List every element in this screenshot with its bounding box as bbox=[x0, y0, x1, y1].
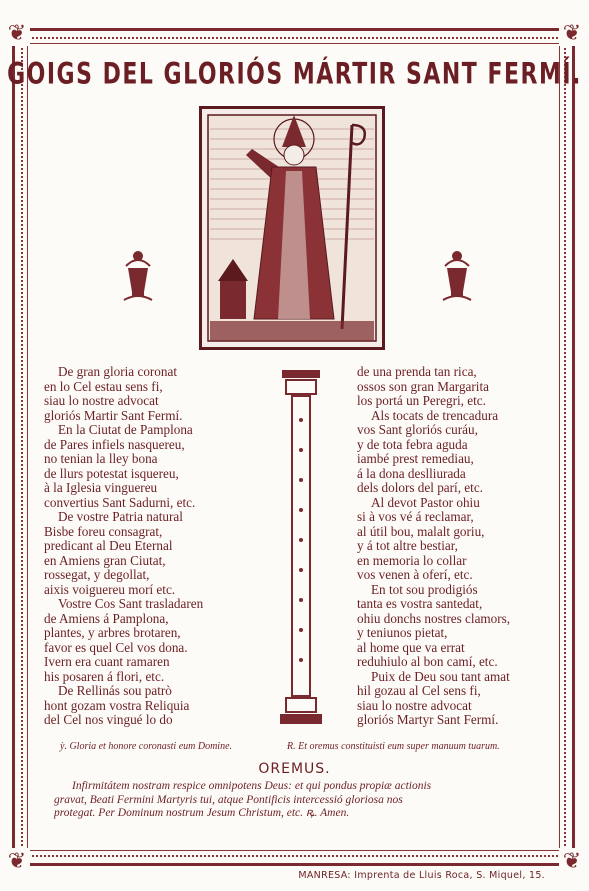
verse-line: vos venen à oferí, etc. bbox=[357, 567, 473, 582]
verse-line: En la Ciutat de Pamplona bbox=[58, 422, 193, 437]
verse-line: Bisbe foreu consagrat, bbox=[44, 523, 163, 539]
saint-engraving bbox=[199, 106, 385, 350]
verse-line: aixis voiguereu morí etc. bbox=[44, 581, 176, 597]
flower-vase-icon bbox=[118, 248, 158, 308]
verse-line: de Amiens á Pamplona, bbox=[44, 610, 169, 626]
verse-line: Puix de Deu sou tant amat bbox=[371, 668, 510, 684]
verse-line: del Cel nos vingué lo do bbox=[44, 712, 173, 727]
response: Ɍ. Et oremus constituisti eum super manuum tuarum. bbox=[287, 741, 500, 752]
verse-line: en lo Cel estau sens fi, bbox=[44, 378, 163, 394]
verse-line: y teniunos pietat, bbox=[357, 625, 448, 640]
verse-line: al home que va errat bbox=[357, 639, 465, 655]
floral-corner-icon: ❦ bbox=[4, 848, 30, 874]
verse-line: de llurs potestat isquereu, bbox=[44, 465, 179, 481]
prayer-text bbox=[54, 780, 544, 821]
verse-line: ohiu donchs nostres clamors, bbox=[357, 610, 511, 626]
verse-line: ossos son gran Margarita bbox=[357, 378, 489, 394]
verse-line: plantes, y arbres brotaren, bbox=[44, 625, 181, 640]
verse-line: tanta es vostra santedat, bbox=[357, 596, 483, 611]
verse-line: al útil bou, malalt goriu, bbox=[357, 523, 485, 539]
verse-line: y á tot altre bestiar, bbox=[357, 538, 458, 553]
verse-line: de Pares infiels nasquereu, bbox=[44, 436, 185, 452]
verse-line: en Amiens gran Ciutat, bbox=[44, 552, 166, 568]
verse-line: reduhiulo al bon camí, etc. bbox=[357, 654, 498, 669]
verse-line: no tenian la lley bona bbox=[44, 451, 158, 466]
verse-line: predicant al Deu Eternal bbox=[44, 538, 173, 553]
verse-line: Vostre Cos Sant trasladaren bbox=[58, 596, 204, 611]
verse-line: rossegat, y degollat, bbox=[44, 567, 150, 582]
verse-line: favor es quel Cel vos dona. bbox=[44, 639, 188, 655]
verse-line: vos Sant gloriós curáu, bbox=[357, 422, 478, 437]
prayer-line: protegat. Per Dominum nostrum Jesum Christum, etc. ꝶ. Amen. bbox=[54, 807, 350, 819]
verse-line: en memoria lo collar bbox=[357, 552, 467, 568]
verse-line: dels dolors del parí, etc. bbox=[357, 480, 483, 495]
verse-line: los portá un Peregri, etc. bbox=[357, 393, 486, 408]
verse-line: de una prenda tan rica, bbox=[357, 364, 477, 379]
verse-line: Al devot Pastor ohiu bbox=[371, 494, 480, 510]
floral-corner-icon: ❦ bbox=[559, 20, 585, 46]
verse-line: hont gozam vostra Reliquia bbox=[44, 697, 190, 713]
verse-line: siau lo nostre advocat bbox=[44, 393, 159, 408]
prayer-line: gravat, Beati Fermini Martyris tui, atque Pontificis intercessió gloriosa nos bbox=[54, 793, 403, 806]
verse-line: y de tota febra aguda bbox=[357, 436, 468, 452]
verse-line: De vostre Patria natural bbox=[58, 509, 183, 524]
verse-line: hil gozau al Cel sens fi, bbox=[357, 683, 481, 698]
page-title: GOIGS DEL GLORIÓS MÁRTIR SANT FERMÍ. bbox=[7, 58, 582, 92]
verse-line: á la dona deslliurada bbox=[357, 465, 466, 481]
versicle: ỳ. Gloria et honore coronasti eum Domine. bbox=[60, 741, 233, 752]
saint-figure-illustration bbox=[202, 109, 382, 347]
verse-line: De gran gloria coronat bbox=[58, 364, 178, 379]
floral-corner-icon: ❦ bbox=[4, 20, 30, 46]
verses-right-column bbox=[357, 365, 557, 728]
verse-line: De Rellinás sou patrò bbox=[58, 683, 172, 698]
verses-left-column bbox=[44, 365, 269, 728]
oremus-heading: OREMUS. bbox=[258, 761, 331, 777]
verse-line: Ivern era cuant ramaren bbox=[44, 654, 170, 669]
verse-line: Als tocats de trencadura bbox=[371, 407, 499, 423]
verse-line: his posaren á flori, etc. bbox=[44, 668, 165, 684]
prayer-line: Infirmitátem nostram respice omnipotens Deus: et qui pondus propiæ actionis bbox=[72, 780, 432, 792]
verse-line: iambé prest remediau, bbox=[357, 451, 474, 466]
verse-line: En tot sou prodigiós bbox=[371, 581, 478, 597]
ornamental-column-icon bbox=[276, 370, 326, 730]
verse-line: gloriós Martyr Sant Fermí. bbox=[357, 712, 499, 727]
verse-line: convertius Sant Sadurni, etc. bbox=[44, 494, 196, 510]
verse-line: siau lo nostre advocat bbox=[357, 697, 472, 713]
flower-vase-icon bbox=[437, 248, 477, 308]
floral-corner-icon: ❦ bbox=[559, 848, 585, 874]
verse-line: si à vos vé á reclamar, bbox=[357, 509, 474, 524]
verse-line: à la Iglesia vinguereu bbox=[44, 480, 158, 495]
printer-imprint: MANRESA: Imprenta de Lluis Roca, S. Miquel, 15. bbox=[298, 870, 545, 881]
verse-line: gloriós Martir Sant Fermí. bbox=[44, 407, 183, 423]
